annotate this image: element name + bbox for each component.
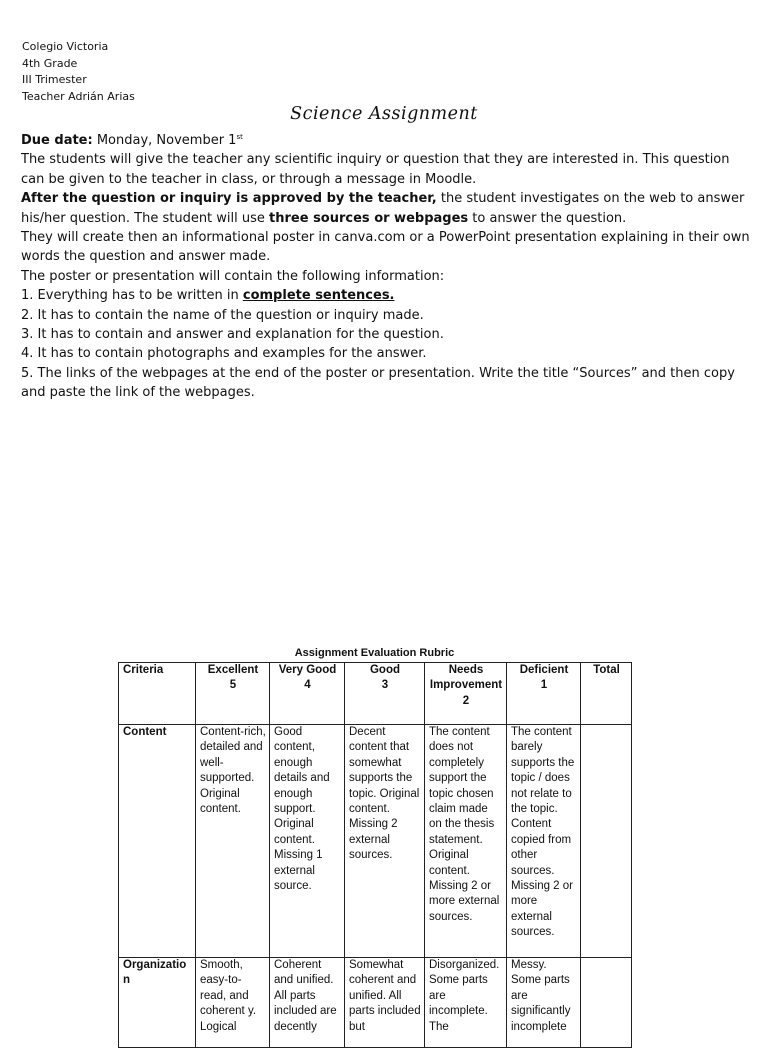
instruction-paragraph-1: The students will give the teacher any scientific inquiry or question that they are interested in. This question can be given to the teacher in class, or through a message in Moodle. <box>21 152 730 187</box>
needs-improvement-cell: Disorganized. Some parts are incomplete. The <box>425 958 507 1048</box>
header-needs-improvement <box>425 663 507 725</box>
rubric-row-organization <box>119 958 632 1048</box>
header-deficient <box>507 663 581 725</box>
due-date-label: Due date: <box>21 133 93 148</box>
header-good <box>345 663 425 725</box>
instruction-paragraph-4: The poster or presentation will contain the following information: <box>21 268 445 284</box>
header-total: Total <box>581 663 632 725</box>
rubric-row-content <box>119 725 632 958</box>
level-name: Excellent <box>207 664 259 676</box>
school-name: Colegio Victoria <box>22 40 109 53</box>
needs-improvement-cell: The content does not completely support the topic chosen claim made on the thesis statement. Original content. Missing 2 or more external sources. <box>425 725 507 958</box>
page-title: Science Assignment <box>290 104 478 124</box>
rubric-table <box>118 662 632 1048</box>
due-date-line <box>21 131 751 150</box>
due-date-value: Monday, November 1 <box>92 133 237 148</box>
rubric-header-row <box>119 663 632 725</box>
total-cell <box>581 725 632 958</box>
due-date-suffix: st <box>236 133 243 141</box>
teacher-name: Teacher Adrián Arias <box>22 89 135 103</box>
requirement-item-5: 5. The links of the webpages at the end of the poster or presentation. Write the title “Sources” and then copy and paste the link of the webpages. <box>21 365 735 401</box>
requirement-text: 1. Everything has to be written in <box>21 288 243 304</box>
instruction-text: the student investigates on the web to answer his/her question. The student will use <box>21 191 745 226</box>
level-score: 5 <box>229 679 237 692</box>
requirement-item-4: 4. It has to contain photographs and examples for the answer. <box>21 346 427 362</box>
level-name: Deficient <box>519 664 569 676</box>
grade-level: 4th Grade <box>22 56 78 70</box>
level-name: Very Good <box>278 664 337 676</box>
instruction-paragraph-2 <box>21 189 751 228</box>
approval-emphasis: After the question or inquiry is approved by the teacher, <box>21 191 437 207</box>
complete-sentences-emphasis: complete sentences. <box>242 288 395 304</box>
excellent-cell: Content-rich, detailed and well-supported. Original content. <box>196 725 270 958</box>
sources-emphasis: three sources or webpages <box>269 210 469 226</box>
very-good-cell: Coherent and unified. All parts included are decently <box>270 958 345 1048</box>
header-excellent <box>196 663 270 725</box>
level-score: 1 <box>540 679 548 692</box>
good-cell: Somewhat coherent and unified. All parts included but <box>345 958 425 1048</box>
requirement-item-3: 3. It has to contain and answer and explanation for the question. <box>21 327 444 343</box>
requirement-item-1 <box>21 286 751 305</box>
excellent-cell: Smooth, easy-to-read, and coherent y. Logical <box>196 958 270 1048</box>
instruction-text: to answer the question. <box>468 210 627 226</box>
level-score: 3 <box>381 679 389 692</box>
criteria-cell: Content <box>119 725 196 958</box>
rubric-title: Assignment Evaluation Rubric <box>294 647 455 659</box>
total-cell <box>581 958 632 1048</box>
header-very-good <box>270 663 345 725</box>
instruction-paragraph-3: They will create then an informational poster in canva.com or a PowerPoint presentation explaining in their own words the question and answer made. <box>21 230 750 265</box>
document-header <box>22 39 135 105</box>
level-score: 4 <box>304 679 311 692</box>
requirement-item-2: 2. It has to contain the name of the question or inquiry made. <box>21 307 424 323</box>
level-score: 2 <box>462 694 470 707</box>
assignment-instructions <box>21 131 751 403</box>
header-criteria: Criteria <box>119 663 196 725</box>
trimester: III Trimester <box>22 73 87 86</box>
level-name: Needs Improvement <box>429 664 503 692</box>
deficient-cell: Messy. Some parts are significantly incomplete <box>507 958 581 1048</box>
good-cell: Decent content that somewhat supports the topic. Original content. Missing 2 external sources. <box>345 725 425 958</box>
criteria-cell: Organization <box>119 958 196 1048</box>
very-good-cell: Good content, enough details and enough support. Original content. Missing 1 external source. <box>270 725 345 958</box>
deficient-cell: The content barely supports the topic / does not relate to the topic. Content copied from other sources. Missing 2 or more external sources. <box>507 725 581 958</box>
level-name: Good <box>369 664 401 676</box>
